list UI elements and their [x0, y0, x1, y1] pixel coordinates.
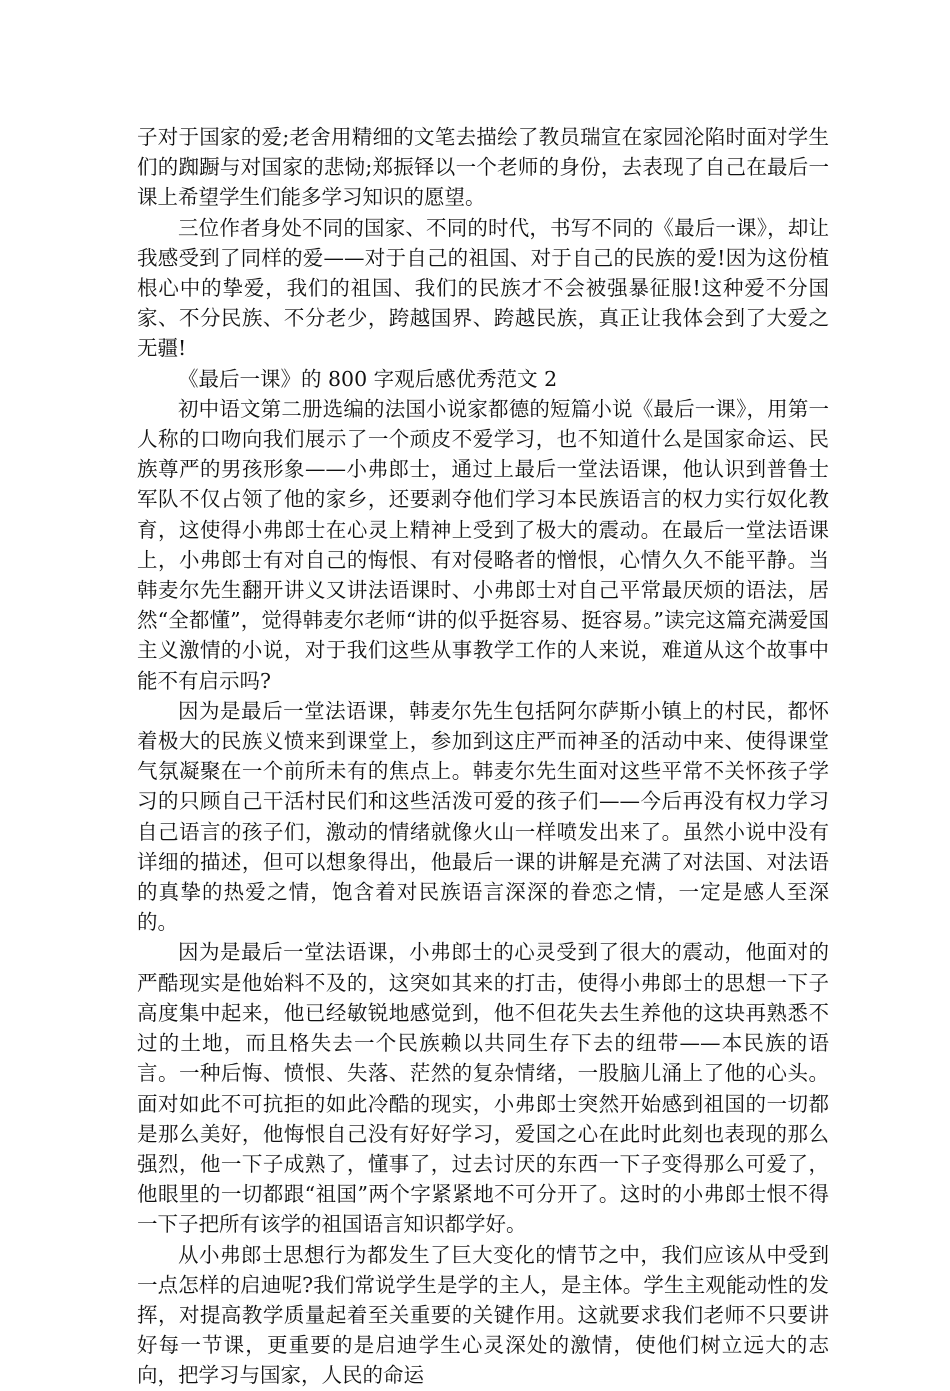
- paragraph-1: 子对于国家的爱;老舍用精细的文笔去描绘了教员瑞宣在家园沦陷时面对学生们的踟蹰与对国家的悲恸;郑振铎以一个老师的身份，去表现了自己在最后一课上希望学生们能多学习知识的愿望。: [137, 125, 829, 210]
- paragraph-6: 从小弗郎士思想行为都发生了巨大变化的情节之中，我们应该从中受到一点怎样的启迪呢?我们常说学生是学的主人，是主体。学生主观能动性的发挥，对提高教学质量起着至关重要的关键作用。这就要求我们老师不只要讲好每一节课，更重要的是启迪学生心灵深处的激情，使他们树立远大的志向，把学习与国家，人民的命运: [137, 1242, 829, 1388]
- section-title: 《最后一课》的 800 字观后感优秀范文 2: [178, 366, 558, 391]
- paragraph-3: 初中语文第二册选编的法国小说家都德的短篇小说《最后一课》，用第一人称的口吻向我们展示了一个顽皮不爱学习，也不知道什么是国家命运、民族尊严的男孩形象——小弗郎士，通过上最后一堂法语课，他认识到普鲁士军队不仅占领了他的家乡，还要剥夺他们学习本民族语言的权力实行奴化教育，这使得小弗郎士在心灵上精神上受到了极大的震动。在最后一堂法语课上，小弗郎士有对自己的悔恨、有对侵略者的憎恨，心情久久不能平静。当韩麦尔先生翻开讲义又讲法语课时、小弗郎士对自己平常最厌烦的语法，居然“全都懂”，觉得韩麦尔老师“讲的似乎挺容易、挺容易。”读完这篇充满爱国主义激情的小说，对于我们这些从事教学工作的人来说，难道从这个故事中能不有启示吗?: [137, 396, 829, 693]
- document-page: [137, 122, 829, 1391]
- paragraph-2: 三位作者身处不同的国家、不同的时代，书写不同的《最后一课》，却让我感受到了同样的爱——对于自己的祖国、对于自己的民族的爱!因为这份植根心中的挚爱，我们的祖国、我们的民族才不会被强暴征服!这种爱不分国家、不分民族、不分老少，跨越国界、跨越民族，真正让我体会到了大爱之无疆!: [137, 215, 829, 361]
- paragraph-4: 因为是最后一堂法语课，韩麦尔先生包括阿尔萨斯小镇上的村民，都怀着极大的民族义愤来到课堂上，参加到这庄严而神圣的活动中来、使得课堂气氛凝聚在一个前所未有的焦点上。韩麦尔先生面对这些平常不关怀孩子学习的只顾自己干活村民们和这些活泼可爱的孩子们——今后再没有权力学习自己语言的孩子们，激动的情绪就像火山一样喷发出来了。虽然小说中没有详细的描述，但可以想象得出，他最后一课的讲解是充满了对法国、对法语的真挚的热爱之情，饱含着对民族语言深深的眷恋之情，一定是感人至深的。: [137, 698, 829, 935]
- paragraph-5: 因为是最后一堂法语课，小弗郎士的心灵受到了很大的震动，他面对的严酷现实是他始料不及的，这突如其来的打击，使得小弗郎士的思想一下子高度集中起来，他已经敏锐地感觉到，他不但花失去生养他的这块再熟悉不过的土地，而且格失去一个民族赖以共同生存下去的纽带——本民族的语言。一种后悔、愤恨、失落、茫然的复杂情绪，一股脑儿涌上了他的心头。面对如此不可抗拒的如此冷酷的现实，小弗郎士突然开始感到祖国的一切都是那么美好，他悔恨自己没有好好学习，爱国之心在此时此刻也表现的那么强烈，他一下子成熟了，懂事了，过去讨厌的东西一下子变得那么可爱了，他眼里的一切都跟“祖国”两个字紧紧地不可分开了。这时的小弗郎士恨不得一下子把所有该学的祖国语言知识都学好。: [137, 940, 829, 1237]
